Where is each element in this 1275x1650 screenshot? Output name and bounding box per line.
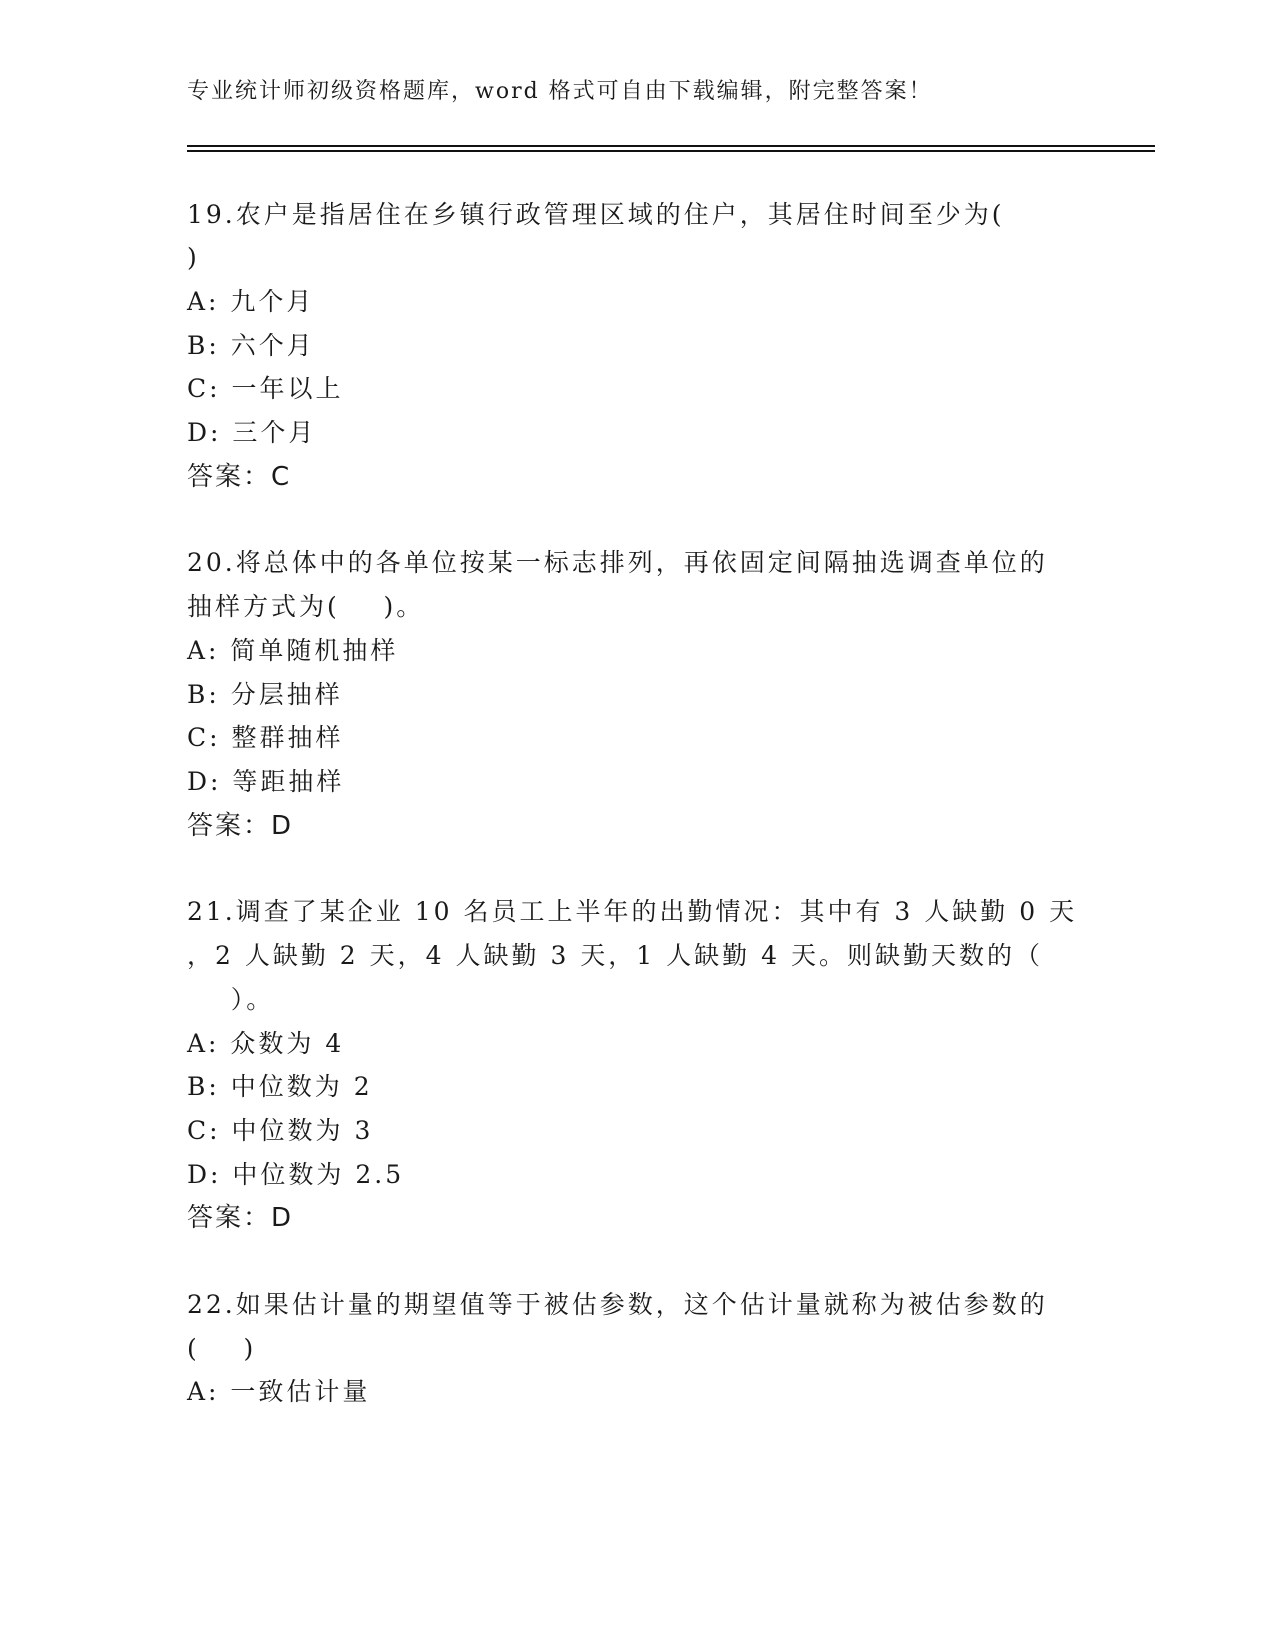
option-a: A: 简单随机抽样 — [187, 636, 399, 665]
answer-line: 答案：D — [187, 1203, 294, 1233]
option-a: A: 一致估计量 — [187, 1377, 371, 1406]
question-stem-line: ) — [187, 243, 200, 272]
header-divider — [187, 145, 1155, 152]
question-stem-line: 21.调查了某企业 10 名员工上半年的出勤情况：其中有 3 人缺勤 0 天 — [187, 897, 1078, 926]
question-stem-line: ）。 — [187, 985, 275, 1014]
question-stem-line: 抽样方式为( )。 — [187, 592, 425, 621]
option-c: C: 整群抽样 — [187, 723, 344, 752]
question-stem-line: ，2 人缺勤 2 天，4 人缺勤 3 天，1 人缺勤 4 天。则缺勤天数的（ — [187, 941, 1043, 970]
question-stem-line: ( ) — [187, 1334, 257, 1363]
option-c: C: 中位数为 3 — [187, 1116, 374, 1145]
option-b: B: 分层抽样 — [187, 680, 343, 709]
option-a: A: 众数为 4 — [187, 1029, 345, 1058]
question-stem-line: 22.如果估计量的期望值等于被估参数，这个估计量就称为被估参数的 — [187, 1290, 1048, 1319]
question-stem-line: 20.将总体中的各单位按某一标志排列，再依固定间隔抽选调查单位的 — [187, 548, 1048, 577]
answer-line: 答案：C — [187, 462, 292, 492]
page-header: 专业统计师初级资格题库，word 格式可自由下载编辑，附完整答案！ — [187, 79, 933, 104]
option-d: D: 中位数为 2.5 — [187, 1160, 405, 1189]
option-b: B: 中位数为 2 — [187, 1072, 373, 1101]
question-stem-line: 19.农户是指居住在乡镇行政管理区域的住户，其居住时间至少为( — [187, 200, 1005, 229]
option-a: A: 九个月 — [187, 287, 315, 316]
answer-line: 答案：D — [187, 811, 294, 841]
option-d: D: 三个月 — [187, 418, 317, 447]
option-d: D: 等距抽样 — [187, 767, 345, 796]
option-b: B: 六个月 — [187, 331, 315, 360]
option-c: C: 一年以上 — [187, 374, 344, 403]
